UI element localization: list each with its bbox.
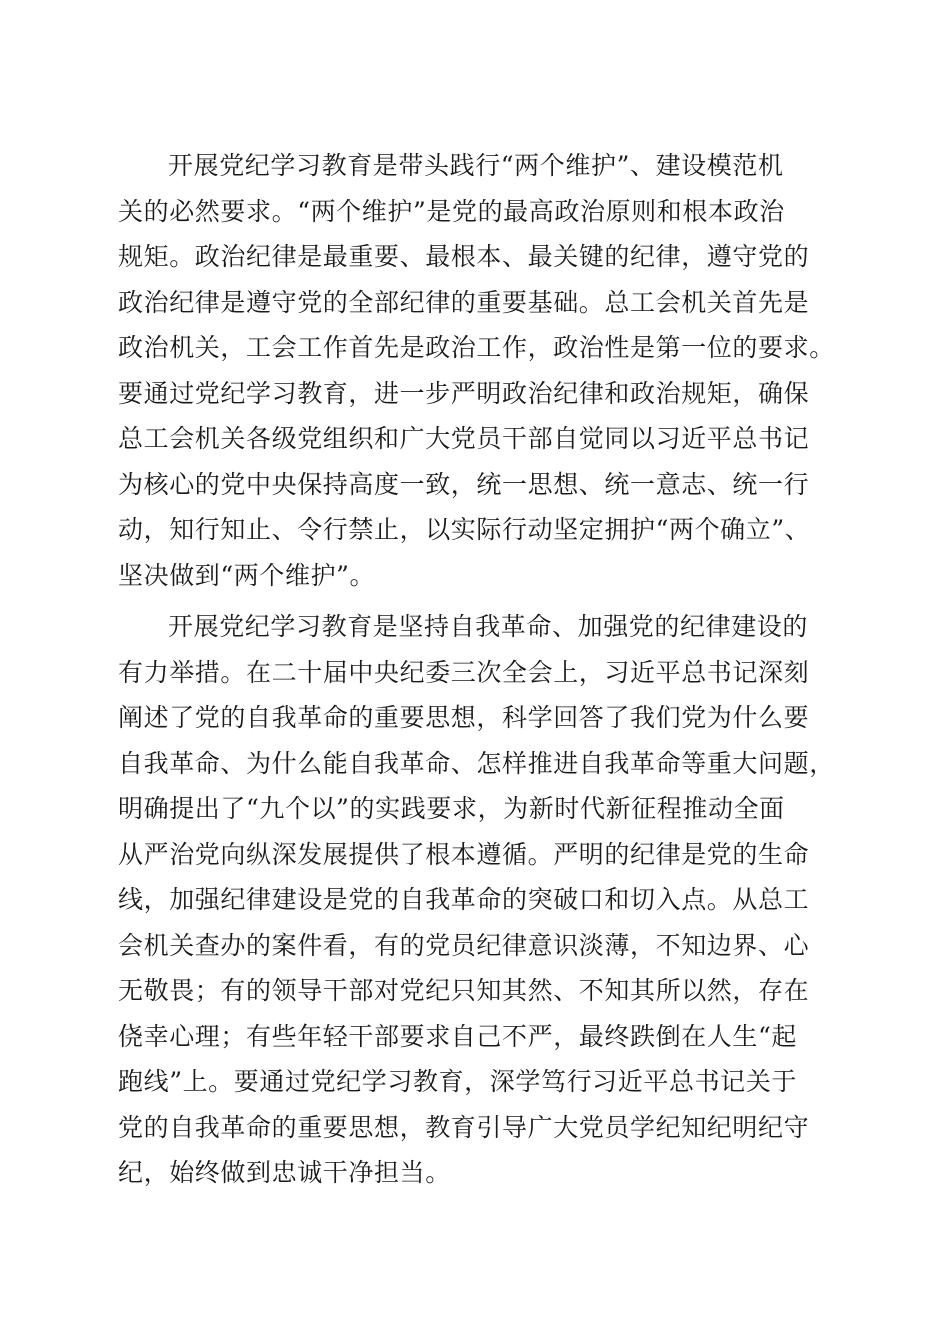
- text-line: 从严治党向纵深发展提供了根本遵循。严明的纪律是党的生命: [118, 839, 810, 869]
- text-line: 侥幸心理；有些年轻干部要求自己不严，最终跌倒在人生“起: [118, 1021, 797, 1051]
- text-line: 政治纪律是遵守党的全部纪律的重要基础。总工会机关首先是: [118, 287, 810, 317]
- text-line: 开展党纪学习教育是坚持自我革命、加强党的纪律建设的: [168, 612, 809, 641]
- text-line: 纪，始终做到忠诚干净担当。: [118, 1158, 451, 1187]
- paragraph-self-revolution: [118, 604, 838, 1196]
- text-line: 线，加强纪律建设是党的自我革命的突破口和切入点。从总工: [118, 885, 810, 914]
- document-body: [118, 143, 838, 1202]
- text-line: 为核心的党中央保持高度一致，统一思想、统一意志、统一行: [118, 469, 810, 499]
- text-line: 阐述了党的自我革命的重要思想，科学回答了我们党为什么要: [118, 703, 810, 732]
- paragraph-two-safeguards: [118, 143, 838, 598]
- text-line: 动，知行知止、令行禁止，以实际行动坚定拥护“两个确立”、: [118, 515, 811, 544]
- text-line: 会机关查办的案件看，有的党员纪律意识淡薄，不知边界、心: [118, 930, 810, 960]
- text-line: 跑线”上。要通过党纪学习教育，深学笃行习近平总书记关于: [118, 1067, 797, 1096]
- text-line: 政治机关，工会工作首先是政治工作，政治性是第一位的要求。: [118, 333, 835, 362]
- text-line: 明确提出了“九个以”的实践要求，为新时代新征程推动全面: [118, 794, 785, 823]
- text-line: 党的自我革命的重要思想，教育引导广大党员学纪知纪明纪守: [118, 1112, 810, 1142]
- text-line: 自我革命、为什么能自我革命、怎样推进自我革命等重大问题，: [118, 748, 835, 778]
- text-line: 有力举措。在二十届中央纪委三次全会上，习近平总书记深刻: [118, 657, 810, 687]
- text-line: 无敬畏；有的领导干部对党纪只知其然、不知其所以然，存在: [118, 976, 810, 1005]
- text-line: 要通过党纪学习教育，进一步严明政治纪律和政治规矩，确保: [118, 378, 810, 408]
- text-line: 坚决做到“两个维护”。: [118, 560, 376, 590]
- text-line: 总工会机关各级党组织和广大党员干部自觉同以习近平总书记: [118, 424, 810, 453]
- text-line: 关的必然要求。“两个维护”是党的最高政治原则和根本政治: [118, 196, 785, 226]
- text-line: 开展党纪学习教育是带头践行“两个维护”、建设模范机: [168, 151, 784, 180]
- text-line: 规矩。政治纪律是最重要、最根本、最关键的纪律，遵守党的: [118, 242, 810, 271]
